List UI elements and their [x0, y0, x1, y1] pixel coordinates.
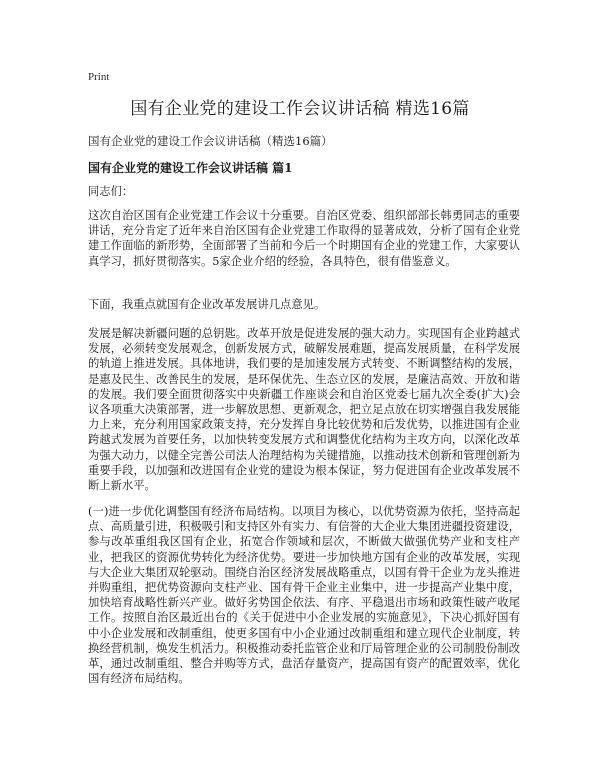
paragraph-intro: 这次自治区国有企业党建工作会议十分重要。自治区党委、组织部部长韩勇同志的重要讲话，充分肯定了近年来自治区国有企业党建工作取得的显著成效，分析了国有企业党建工作面临的新形势，全面部署了当前和今后一个时期国有企业的党建工作，大家要认真学习，抓好贯彻落实。5家企业介绍的经验，各具特色，很有借鉴意义。 — [88, 209, 520, 268]
paragraph-structure: (一)进一步优化调整国有经济布局结构。以项目为核心，以优势资源为依托，坚持高起点、高质量引进，积极吸引和支持区外有实力、有信誉的大企业大集团进疆投资建设，参与改革重组我区国有企业，拓宽合作领域和层次，不断做大做强优势产业和支柱产业，把我区的资源优势转化为经济优势。要进一步加快地方国有企业的改革发展，实现与大企业大集团双轮驱动。围绕自治区经济发展战略重点，以国有骨干企业为龙头推进并购重组，把优势资源向支柱产业、国有骨干企业主业集中，进一步提高产业集中度，加快培育战略性新兴产业。做好劣势国企依法、有序、平稳退出市场和政策性破产收尾工作。按照自治区最近出台的《关于促进中小企业发展的实施意见》，下决心抓好国有中小企业发展和改制重组，使更多国有中小企业通过改制重组和建立现代企业制度，转换经营机制，焕发生机活力。积极推动委托监管企业和厅局管理企业的公司制股份制改革，通过改制重组、整合并购等方式，盘活存量资产，提高国有资产的配置效率，优化国有经济布局结构。 — [88, 505, 520, 686]
section-heading: 国有企业党的建设工作会议讲话稿 篇1 — [88, 161, 293, 175]
paragraph-development: 发展是解决新疆问题的总钥匙。改革开放是促进发展的强大动力。实现国有企业跨越式发展，必须转变发展观念，创新发展方式，破解发展难题，提高发展质量，在科学发展的轨道上推进发展。具体地讲，我们要的是加速发展方式转变、不断调整结构的发展，是惠及民生、改善民生的发展，是环保优先、生态立区的发展，是廉洁高效、开放和谐的发展。我们要全面贯彻落实中央新疆工作座谈会和自治区党委七届九次全委(扩大)会议各项重大决策部署，进一步解放思想、更新观念，把立足点放在切实增强自我发展能力上来，充分利用国家政策支持，充分发挥自身比较优势和后发优势，以推进国有企业跨越式发展为首要任务，以加快转变发展方式和调整优化结构为主攻方向，以深化改革为强大动力，以健全完善公司法人治理结构为关键措施，以推动技术创新和管理创新为重要手段，以加强和改进国有企业党的建设为根本保证，努力促进国有企业改革发展不断上新水平。 — [88, 327, 520, 493]
document-subtitle: 国有企业党的建设工作会议讲话稿（精选16篇） — [88, 134, 333, 148]
greeting-text: 同志们： — [88, 185, 134, 198]
page-title: 国有企业党的建设工作会议讲话稿 精选16篇 — [130, 99, 470, 119]
paragraph-transition: 下面，我重点就国有企业改革发展讲几点意见。 — [88, 298, 326, 311]
print-link[interactable]: Print — [88, 71, 110, 83]
